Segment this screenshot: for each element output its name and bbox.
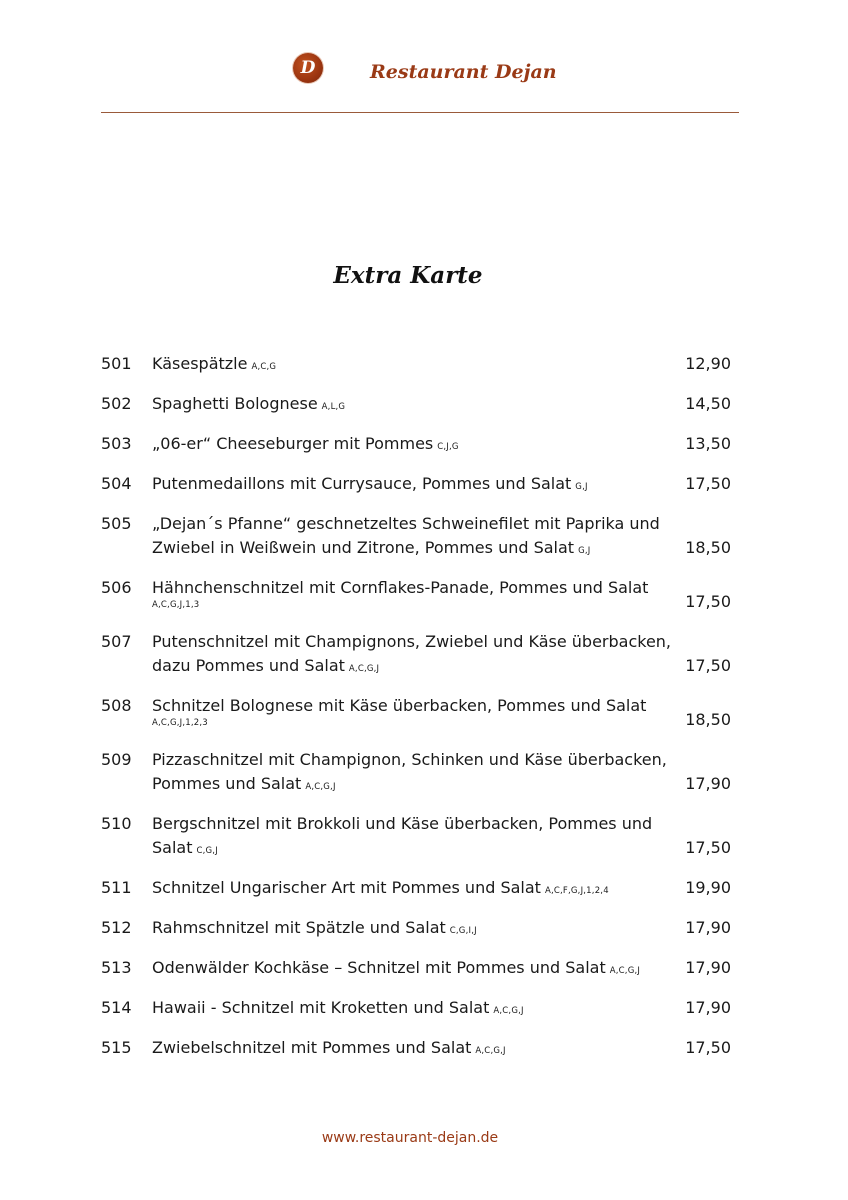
item-name: Putenmedaillons mit Currysauce, Pommes und Salat [152, 474, 572, 493]
item-description [152, 392, 682, 419]
item-name: Bergschnitzel mit Brokkoli und Käse überbacken, Pommes und Salat [152, 814, 653, 857]
item-number: 512 [101, 918, 132, 937]
item-number: 505 [101, 514, 132, 533]
item-price: 17,90 [685, 774, 731, 793]
item-allergens: A,C,G [251, 362, 277, 372]
item-price: 17,90 [685, 998, 731, 1017]
item-number: 503 [101, 434, 132, 453]
item-number: 508 [101, 696, 132, 715]
item-price: 13,50 [685, 434, 731, 453]
item-price: 17,50 [685, 1038, 731, 1057]
item-description [152, 1036, 682, 1063]
item-name: Zwiebelschnitzel mit Pommes und Salat [152, 1038, 472, 1057]
item-allergens: A,L,G [321, 402, 346, 412]
item-number: 504 [101, 474, 132, 493]
item-description [152, 432, 682, 459]
item-allergens: A,C,G,J [609, 966, 641, 976]
item-description [152, 694, 682, 730]
item-allergens: A,C,G,J,1,2,3 [152, 718, 208, 728]
item-allergens: A,C,G,J [493, 1006, 524, 1016]
item-number: 502 [101, 394, 132, 413]
item-number: 501 [101, 354, 132, 373]
item-allergens: C,J,G [437, 442, 459, 452]
item-price: 17,50 [685, 592, 731, 611]
item-name: Putenschnitzel mit Champignons, Zwiebel und Käse überbacken, dazu Pommes und Salat [152, 632, 672, 675]
item-description [152, 512, 682, 563]
item-allergens: A,C,F,G,J,1,2,4 [544, 886, 609, 896]
item-price: 17,50 [685, 838, 731, 857]
item-description [152, 472, 682, 499]
item-description [152, 352, 682, 379]
item-description [152, 576, 682, 612]
restaurant-logo [293, 53, 323, 83]
item-allergens: G,J [578, 546, 591, 556]
item-allergens: G,J [575, 482, 588, 492]
item-number: 509 [101, 750, 132, 769]
item-name: Hähnchenschnitzel mit Cornflakes-Panade, Pommes und Salat [152, 578, 649, 597]
item-number: 511 [101, 878, 132, 897]
item-description [152, 956, 682, 983]
item-description [152, 876, 682, 903]
item-name: Hawaii - Schnitzel mit Kroketten und Salat [152, 998, 490, 1017]
item-price: 17,90 [685, 918, 731, 937]
logo-letter: D [300, 58, 316, 78]
item-price: 19,90 [685, 878, 731, 897]
item-name: Pizzaschnitzel mit Champignon, Schinken und Käse überbacken, Pommes und Salat [152, 750, 667, 793]
item-name: „Dejan´s Pfanne“ geschnetzeltes Schweinefilet mit Paprika und Zwiebel in Weißwein und Zitrone, Pommes und Salat [152, 514, 660, 557]
item-allergens: A,C,G,J [475, 1046, 506, 1056]
item-description [152, 916, 682, 943]
item-price: 18,50 [685, 710, 731, 729]
item-allergens: C,G,J [196, 846, 218, 856]
item-price: 14,50 [685, 394, 731, 413]
website-link[interactable]: www.restaurant-dejan.de [321, 1130, 499, 1146]
item-name: Schnitzel Bolognese mit Käse überbacken, Pommes und Salat [152, 696, 647, 715]
item-name: Spaghetti Bolognese [152, 394, 318, 413]
item-price: 17,50 [685, 474, 731, 493]
item-name: „06-er“ Cheeseburger mit Pommes [152, 434, 434, 453]
item-description [152, 748, 682, 799]
page-header [0, 48, 848, 98]
item-price: 18,50 [685, 538, 731, 557]
item-allergens: A,C,G,J [348, 664, 380, 674]
item-allergens: A,C,G,J [305, 782, 336, 792]
header-divider [101, 112, 739, 113]
item-number: 507 [101, 632, 132, 651]
item-price: 17,90 [685, 958, 731, 977]
item-number: 513 [101, 958, 132, 977]
item-number: 506 [101, 578, 132, 597]
item-name: Rahmschnitzel mit Spätzle und Salat [152, 918, 446, 937]
item-allergens: C,G,I,J [449, 926, 477, 936]
item-description [152, 812, 682, 863]
item-number: 515 [101, 1038, 132, 1057]
item-price: 17,50 [685, 656, 731, 675]
item-description [152, 996, 682, 1023]
item-price: 12,90 [685, 354, 731, 373]
restaurant-name: Restaurant Dejan [370, 61, 557, 83]
item-name: Odenwälder Kochkäse – Schnitzel mit Pommes und Salat [152, 958, 606, 977]
item-number: 510 [101, 814, 132, 833]
item-allergens: A,C,G,J,1,3 [152, 600, 200, 610]
menu-title: Extra Karte [333, 262, 483, 289]
item-description [152, 630, 682, 681]
item-name: Käsespätzle [152, 354, 248, 373]
item-number: 514 [101, 998, 132, 1017]
item-name: Schnitzel Ungarischer Art mit Pommes und Salat [152, 878, 541, 897]
